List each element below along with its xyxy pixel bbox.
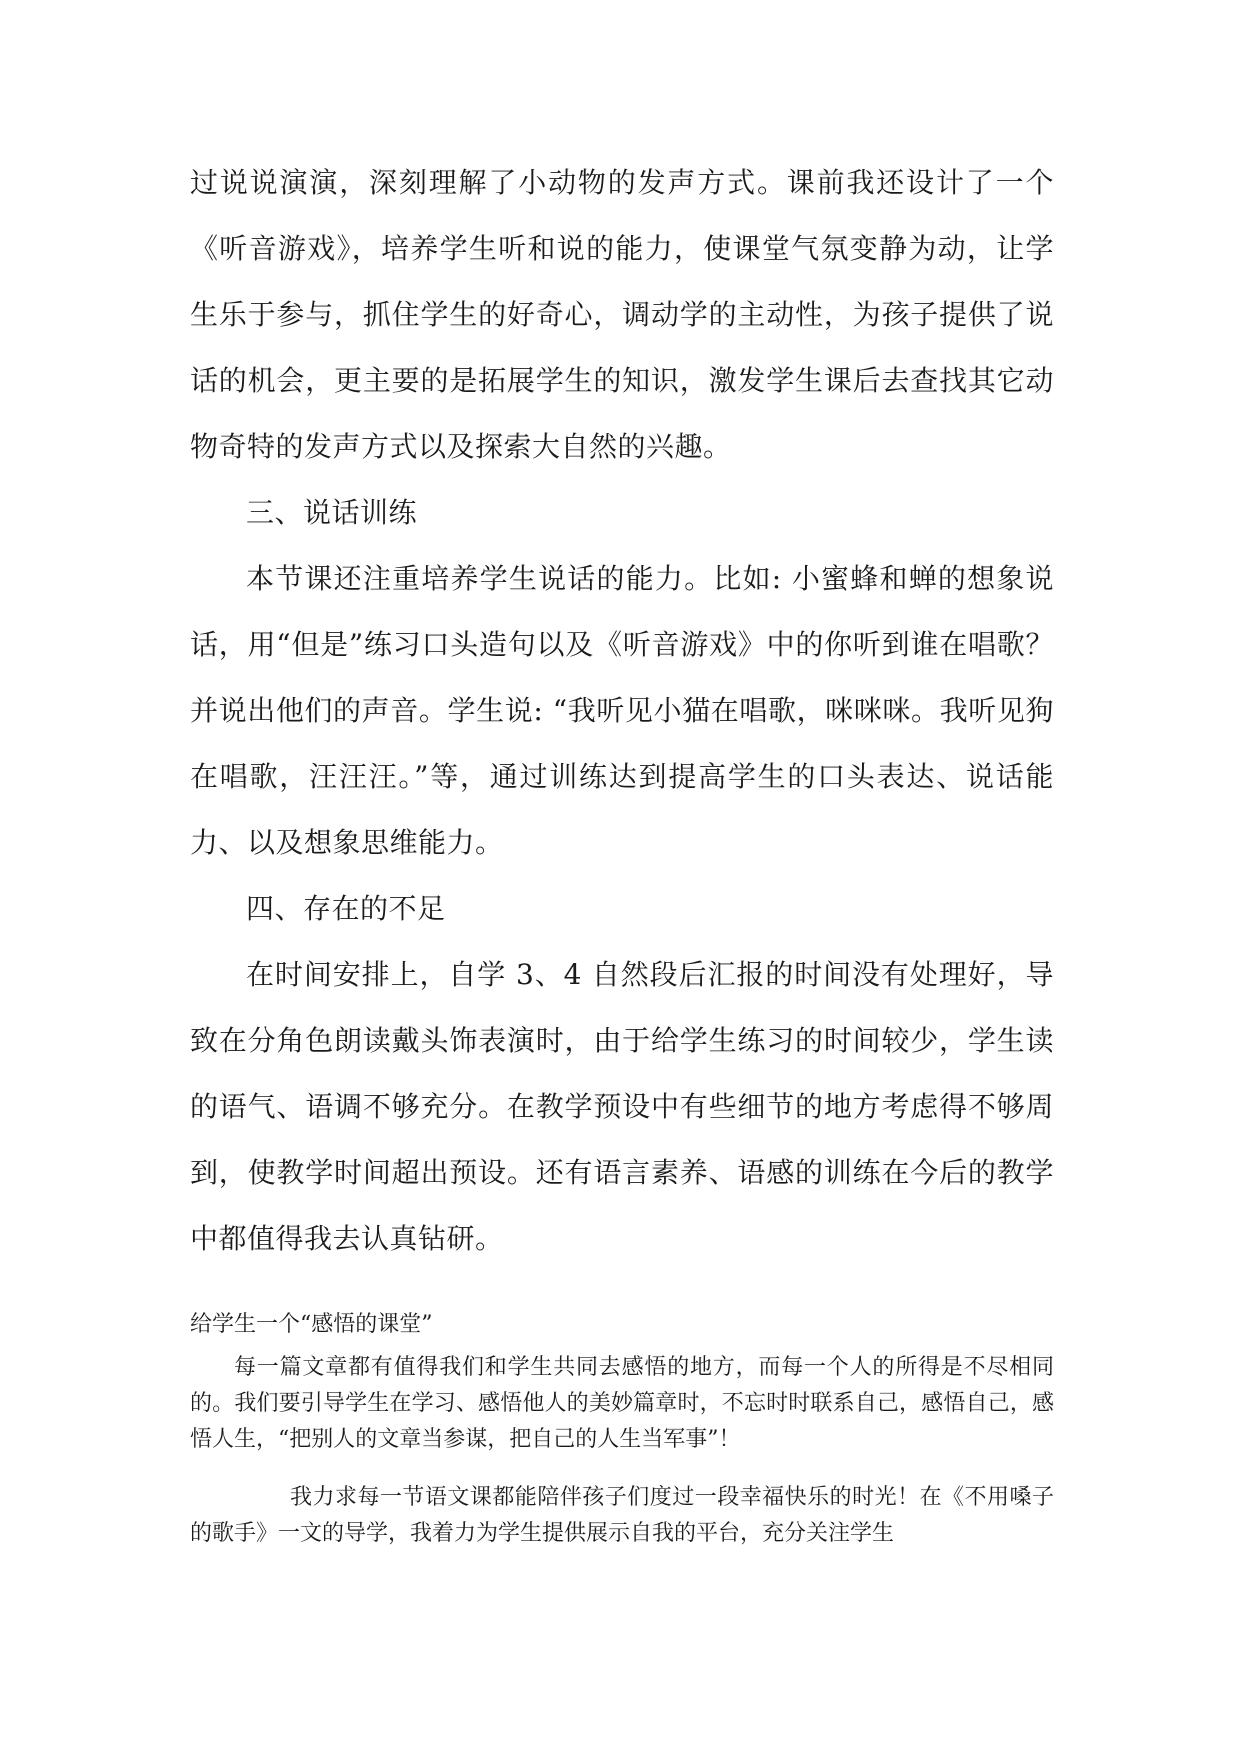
article-title: 给学生一个“感悟的课堂” xyxy=(190,1312,433,1337)
reflection-section xyxy=(190,150,1054,1272)
paragraph-continuation: 过说说演演，深刻理解了小动物的发声方式。课前我还设计了一个《听音游戏》，培养学生听和说的能力，使课堂气氛变静为动，让学生乐于参与，抓住学生的好奇心，调动学的主动性，为孩子提供了说话的机会，更主要的是拓展学生的知识，激发学生课后去查找其它动物奇特的发声方式以及探索大自然的兴趣。 xyxy=(190,166,1054,463)
article-paragraph-2: 我力求每一节语文课都能陪伴孩子们度过一段幸福快乐的时光！在《不用嗓子的歌手》一文的导学，我着力为学生提供展示自我的平台，充分关注学生 xyxy=(190,1485,1054,1546)
paragraph-speaking-training: 本节课还注重培养学生说话的能力。比如: 小蜜蜂和蝉的想象说话，用“但是”练习口头造句以及《听音游戏》中的你听到谁在唱歌？并说出他们的声音。学生说: “我听见小猫在唱歌，咪咪咪。我听见狗在唱歌，汪汪汪。”等，通过训练达到提高学生的口头表达、说话能力、以及想象思维能力。 xyxy=(190,562,1054,859)
article-paragraph-1: 每一篇文章都有值得我们和学生共同去感悟的地方，而每一个人的所得是不尽相同的。我们要引导学生在学习、感悟他人的美妙篇章时，不忘时时联系自己，感悟自己，感悟人生，“把别人的文章当参谋，把自己的人生当军事”！ xyxy=(190,1355,1054,1452)
paragraph-shortcomings: 在时间安排上，自学 3、4 自然段后汇报的时间没有处理好，导致在分角色朗读戴头饰表演时，由于给学生练习的时间较少，学生读的语气、语调不够充分。在教学预设中有些细节的地方考虑得不够周到，使教学时间超出预设。还有语言素养、语感的训练在今后的教学中都值得我去认真钻研。 xyxy=(190,958,1054,1255)
article-body xyxy=(190,1350,1054,1552)
heading-speaking-training: 三、说话训练 xyxy=(246,496,418,529)
heading-shortcomings: 四、存在的不足 xyxy=(246,892,446,925)
